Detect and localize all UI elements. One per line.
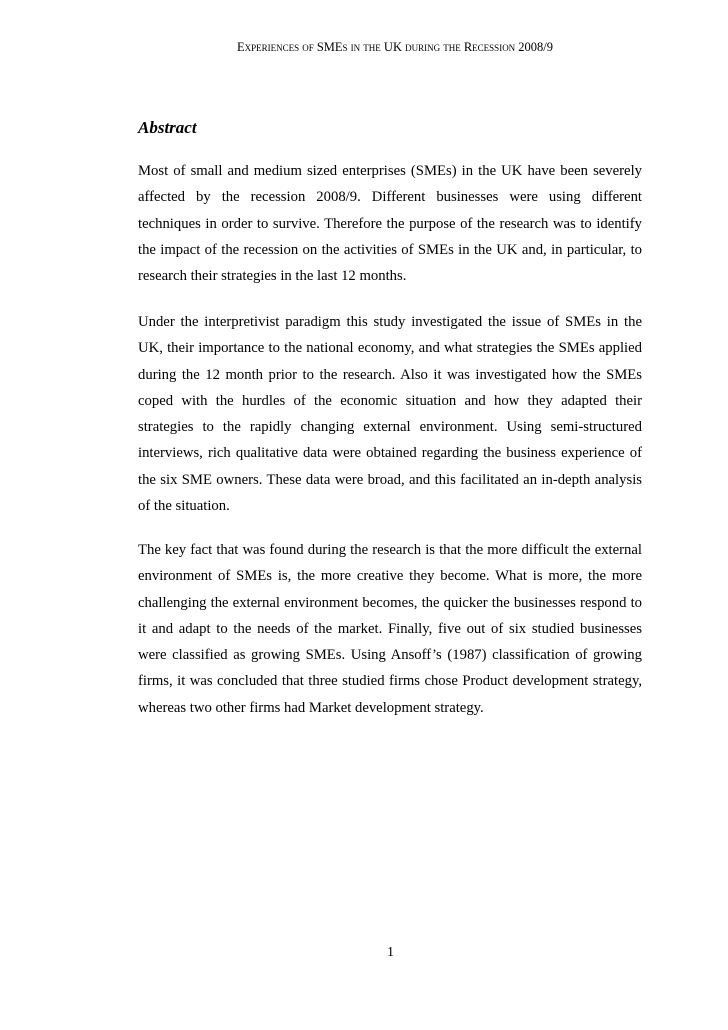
abstract-paragraph-3: The key fact that was found during the research is that the more difficult the external environment of SMEs is, the more creative they become. What is more, the more challenging the external environment becomes, the quicker the businesses respond to it and adapt to the needs of the market. Finally, five out of six studied businesses were classified as growing SMEs. Using Ansoff’s (1987) classification of growing firms, it was concluded that three studied firms chose Product development strategy, whereas two other firms had Market development strategy. <box>138 542 642 716</box>
running-header-title: Experiences of SMEs in the UK during the Recession 2008/9 <box>236 40 554 54</box>
running-header <box>0 40 728 55</box>
abstract-paragraph-1: Most of small and medium sized enterprises (SMEs) in the UK have been severely affected by the recession 2008/9. Different businesses were using different techniques in order to survive. Therefore the purpose of the research was to identify the impact of the recession on the activities of SMEs in the UK and, in particular, to research their strategies in the last 12 months. <box>138 163 642 285</box>
page-number: 1 <box>387 945 394 960</box>
section-title: Abstract <box>138 118 197 137</box>
abstract-paragraph-2: Under the interpretivist paradigm this study investigated the issue of SMEs in the UK, their importance to the national economy, and what strategies the SMEs applied during the 12 month prior to the research. Also it was investigated how the SMEs coped with the hurdles of the economic situation and how they adapted their strategies to the rapidly changing external environment. Using semi-structured interviews, rich qualitative data were obtained regarding the business experience of the six SME owners. These data were broad, and this facilitated an in-depth analysis of the situation. <box>138 314 642 515</box>
